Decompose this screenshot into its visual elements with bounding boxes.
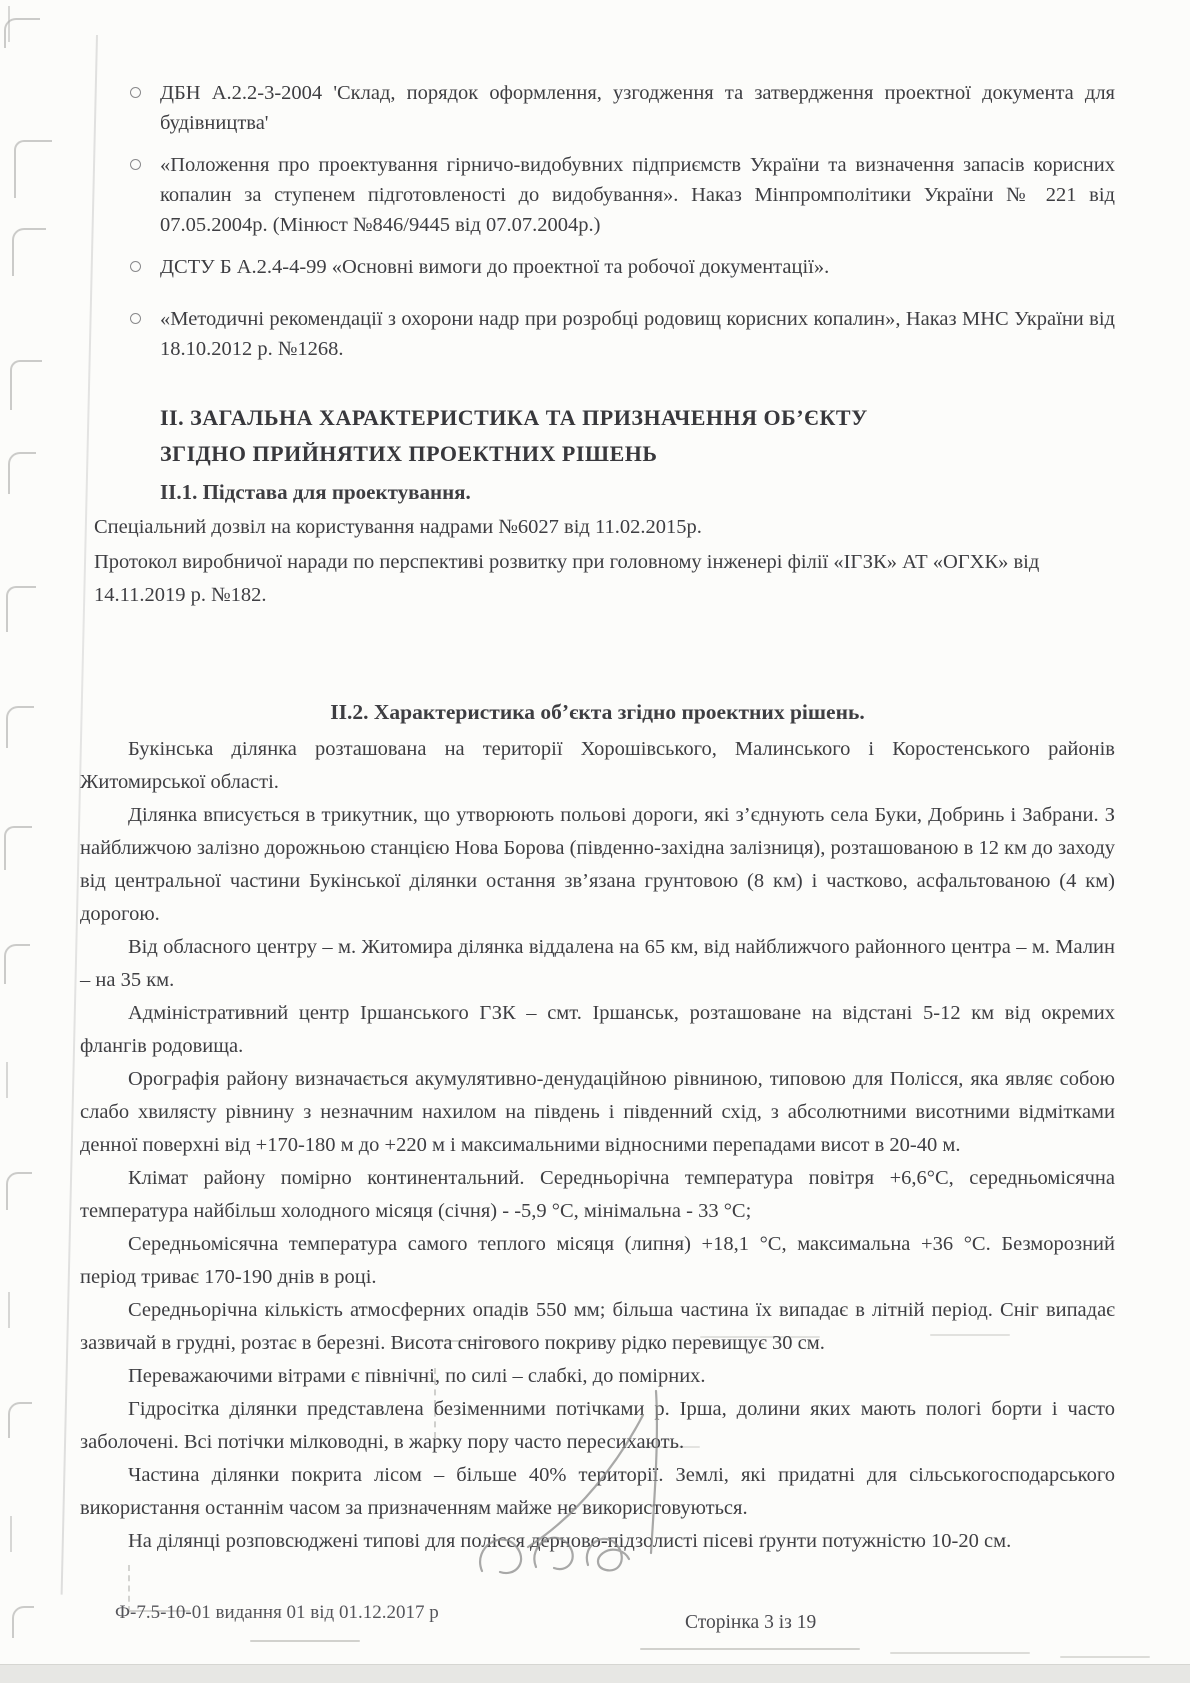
binding-mark: [6, 586, 36, 632]
scan-bottom-edge: [0, 1664, 1190, 1683]
binding-mark: [4, 826, 32, 870]
paragraph: Орографія району визначається акумулятивно-денудаційною рівниною, типовою для Полісся, яка являє собою слабо хвилясту рівнину з незначним нахилом на південь і південний схід, з абсолютними висотними відмітками денної поверхні від +170-180 м до +220 м і максимальними відносними перепадами висот в 20-40 м.: [80, 1068, 1115, 1156]
paragraph: Від обласного центру – м. Житомира ділянка віддалена на 65 км, від найближчого районного центра – м. Малин – на 35 км.: [80, 936, 1115, 991]
bullet-icon: [130, 313, 141, 324]
reference-item: [160, 252, 1115, 282]
scan-mark: [250, 1640, 360, 1642]
paragraph: Ділянка вписується в трикутник, що утворюють польові дороги, які з’єднують села Буки, Добринь і Забрани. З найближчою залізно дорожньою станцією Нова Борова (південно-західна залізниця), розташованою в 12 км до заходу від центральної частини Букінської ділянки остання зв’язана грунтовою (8 км) і частково, асфальтованою (4 км) дорогою.: [80, 804, 1115, 925]
paragraph: Частина ділянки покрита лісом – більше 40% території. Землі, які придатні для сільськогосподарського використання останнім часом за призначенням майже не використовуються.: [80, 1464, 1115, 1519]
reference-text: «Положення про проектування гірничо-видобувних підприємств України та визначення запасів корисних копалин за ступенем підготовленості до видобування». Наказ Мінпромполітики України № 221 від 07.05.2004р. (Мінюст №846/9445 від 07.07.2004р.): [160, 154, 1115, 236]
binding-mark: [12, 228, 46, 276]
reference-item: [160, 78, 1115, 138]
footer-form-code: Ф-7.5-10-01 видання 01 від 01.12.2017 р: [115, 1602, 439, 1623]
section-2-title: [160, 400, 1115, 472]
binding-mark: [10, 1516, 34, 1552]
paragraph: Адміністративний центр Іршанського ГЗК – смт. Іршанськ, розташоване на відстані 5-12 км від окремих флангів родовища.: [80, 1002, 1115, 1057]
handwritten-signature: [470, 1385, 710, 1590]
binding-mark: [8, 1292, 32, 1328]
document-body: [80, 70, 1115, 1558]
reference-text: ДСТУ Б А.2.4-4-99 «Основні вимоги до проектної та робочої документації».: [160, 256, 830, 278]
section-2-1-paragraph: Протокол виробничої наради по перспективі розвитку при головному інженері філії «ІГЗК» АТ «ОГХК» від 14.11.2019 р. №182.: [94, 551, 1040, 606]
paragraph: Клімат району помірно континентальний. Середньорічна температура повітря +6,6°С, середньомісячна температура найбільш холодного місяця (січня) - -5,9 °С, мінімальна - 33 °С;: [80, 1167, 1115, 1222]
binding-mark: [12, 1606, 34, 1638]
binding-mark: [8, 452, 36, 494]
paragraph: Середньомісячна температура самого теплого місяця (липня) +18,1 °С, максимальна +36 °С. Безморозний період триває 170-190 днів в році.: [80, 1233, 1115, 1288]
binding-mark: [4, 18, 40, 48]
binding-mark: [6, 1062, 30, 1098]
scan-mark: [1060, 1656, 1150, 1658]
footer-page-number: Сторінка 3 із 19: [685, 1612, 817, 1633]
section-2-2-heading: ІІ.2. Характеристика об’єкта згідно проектних рішень.: [330, 700, 865, 724]
reference-text: ДБН А.2.2-3-2004 'Склад, порядок оформлення, узгодження та затвердження проектної документа для будівництва': [160, 82, 1115, 134]
section-2-title-line2: ЗГІДНО ПРИЙНЯТИХ ПРОЕКТНИХ РІШЕНЬ: [160, 441, 658, 466]
reference-list: [80, 78, 1115, 364]
paragraph: Букінська ділянка розташована на території Хорошівського, Малинського і Коростенського районів Житомирської області.: [80, 738, 1115, 793]
binding-mark: [4, 944, 30, 984]
reference-item: [160, 304, 1115, 364]
binding-mark: [14, 140, 52, 198]
paragraph: Гідросітка ділянки представлена безіменними потічками р. Ірша, долини яких мають пологі борти і часто заболочені. Всі потічки мілководні, в жарку пору часто пересихають.: [80, 1398, 1115, 1453]
paragraph: На ділянці розповсюджені типові для полісся дерново-підзолисті пісеві ґрунти потужністю 10-20 см.: [128, 1530, 1012, 1552]
scan-mark: [890, 1652, 1030, 1654]
section-2-title-line1: ІІ. ЗАГАЛЬНА ХАРАКТЕРИСТИКА ТА ПРИЗНАЧЕННЯ ОБ’ЄКТУ: [160, 405, 868, 430]
binding-mark: [10, 360, 42, 410]
binding-mark: [6, 706, 34, 748]
binding-mark: [6, 1172, 32, 1210]
bullet-icon: [130, 159, 141, 170]
scan-mark: [640, 1648, 860, 1650]
reference-text: «Методичні рекомендації з охорони надр при розробці родовищ корисних копалин», Наказ МНС України від 18.10.2012 р. №1268.: [160, 308, 1115, 360]
paragraph: Переважаючими вітрами є північні, по силі – слабкі, до помірних.: [128, 1365, 706, 1387]
bullet-icon: [130, 87, 141, 98]
paragraph: Середньорічна кількість атмосферних опадів 550 мм; більша частина їх випадає в літній період. Сніг випадає зазвичай в грудні, розтає в березні. Висота снігового покриву рідко перевищує 30 см.: [80, 1299, 1115, 1354]
section-2-1-heading: ІІ.1. Підстава для проектування.: [160, 480, 471, 504]
binding-mark: [8, 1402, 32, 1438]
bullet-icon: [130, 261, 141, 272]
section-2-1-paragraph: Спеціальний дозвіл на користування надрами №6027 від 11.02.2015р.: [94, 516, 702, 538]
reference-item: [160, 150, 1115, 240]
